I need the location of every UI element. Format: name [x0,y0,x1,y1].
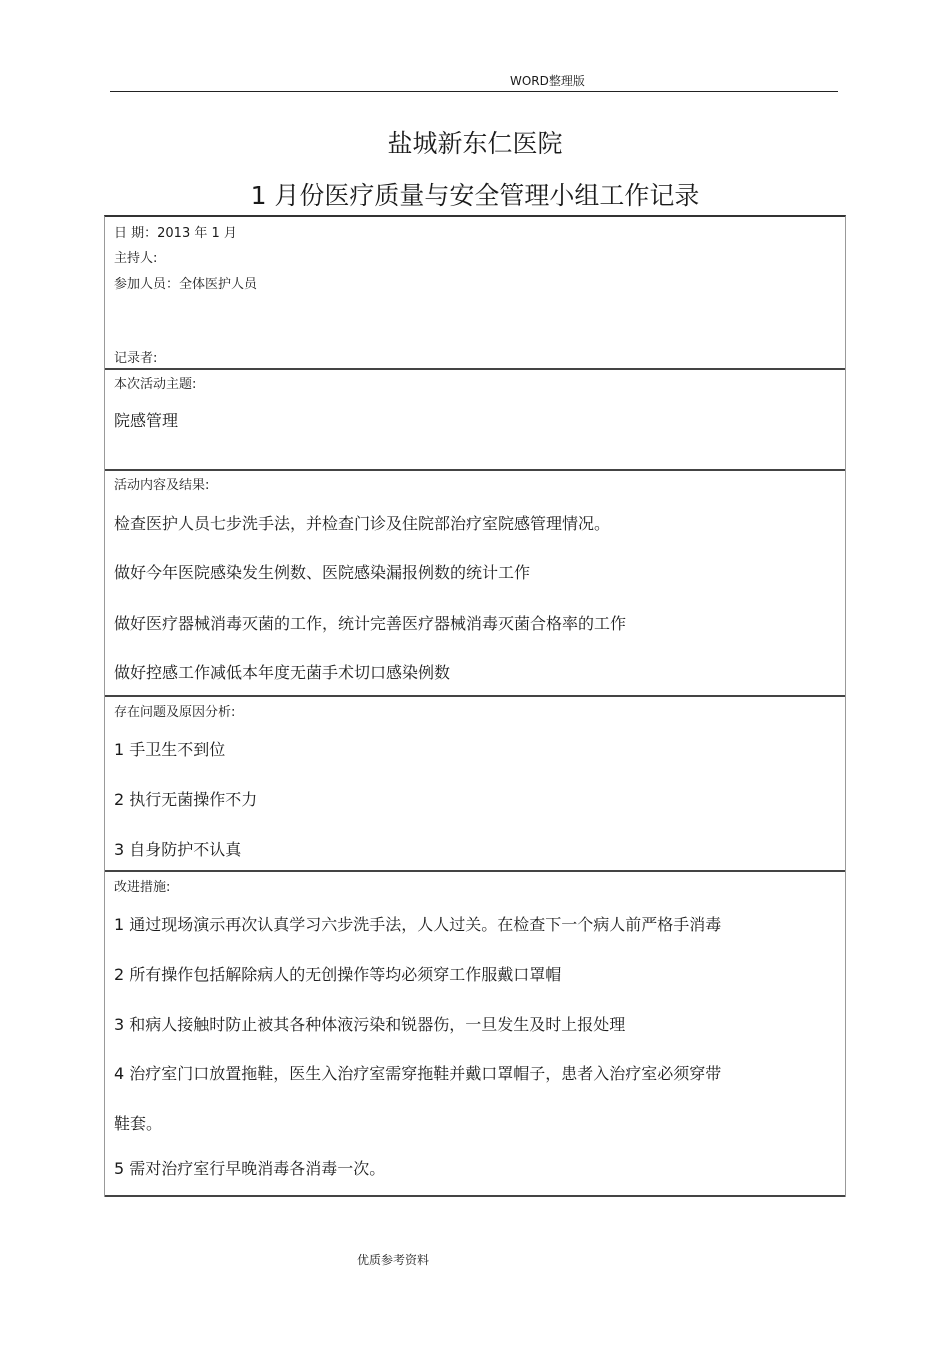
content-item: 做好医疗器械消毒灭菌的工作，统计完善医疗器械消毒灭菌合格率的工作 [114,614,627,633]
page-header [110,60,838,92]
measure-item: 4 治疗室门口放置拖鞋，医生入治疗室需穿拖鞋并戴口罩帽子，患者入治疗室必须穿带 [114,1064,722,1083]
measure-item: 1 通过现场演示再次认真学习六步洗手法，人人过关。在检查下一个病人前严格手消毒 [114,915,722,934]
meta-section [105,217,845,370]
measure-item: 2 所有操作包括解除病人的无创操作等均必须穿工作服戴口罩帽 [114,965,562,984]
content-item: 做好今年医院感染发生例数、医院感染漏报例数的统计工作 [114,563,531,582]
measure-item: 3 和病人接触时防止被其各种体液污染和锐器伤，一旦发生及时上报处理 [114,1015,626,1034]
content-item: 做好控感工作减低本年度无菌手术切口感染例数 [114,663,451,682]
record-table [104,215,846,1197]
participants-field: 参加人员：全体医护人员 [114,277,258,292]
problem-item: 1 手卫生不到位 [114,740,226,759]
theme-label: 本次活动主题: [114,377,197,392]
measures-section [105,872,845,1197]
record-title: 1 月份医疗质量与安全管理小组工作记录 [250,181,700,210]
theme-section [105,370,845,471]
recorder-field: 记录者: [114,351,158,366]
problem-item: 3 自身防护不认真 [114,840,242,859]
host-field: 主持人: [114,251,158,266]
theme-value: 院感管理 [114,411,179,430]
date-field: 日 期：2013 年 1 月 [114,226,237,241]
content-item: 检查医护人员七步洗手法，并检查门诊及住院部治疗室院感管理情况。 [114,514,611,533]
measure-item: 5 需对治疗室行早晚消毒各消毒一次。 [114,1159,386,1178]
content-section [105,471,845,697]
problems-label: 存在问题及原因分析: [114,705,236,720]
measure-item: 鞋套。 [114,1114,163,1133]
content-label: 活动内容及结果: [114,478,210,493]
measures-label: 改进措施: [114,880,171,895]
header-text: WORD整理版 [510,74,585,88]
problems-section [105,697,845,872]
page-footer: 优质参考资料 [357,1253,430,1267]
hospital-title: 盐城新东仁医院 [387,129,563,158]
problem-item: 2 执行无菌操作不力 [114,790,258,809]
